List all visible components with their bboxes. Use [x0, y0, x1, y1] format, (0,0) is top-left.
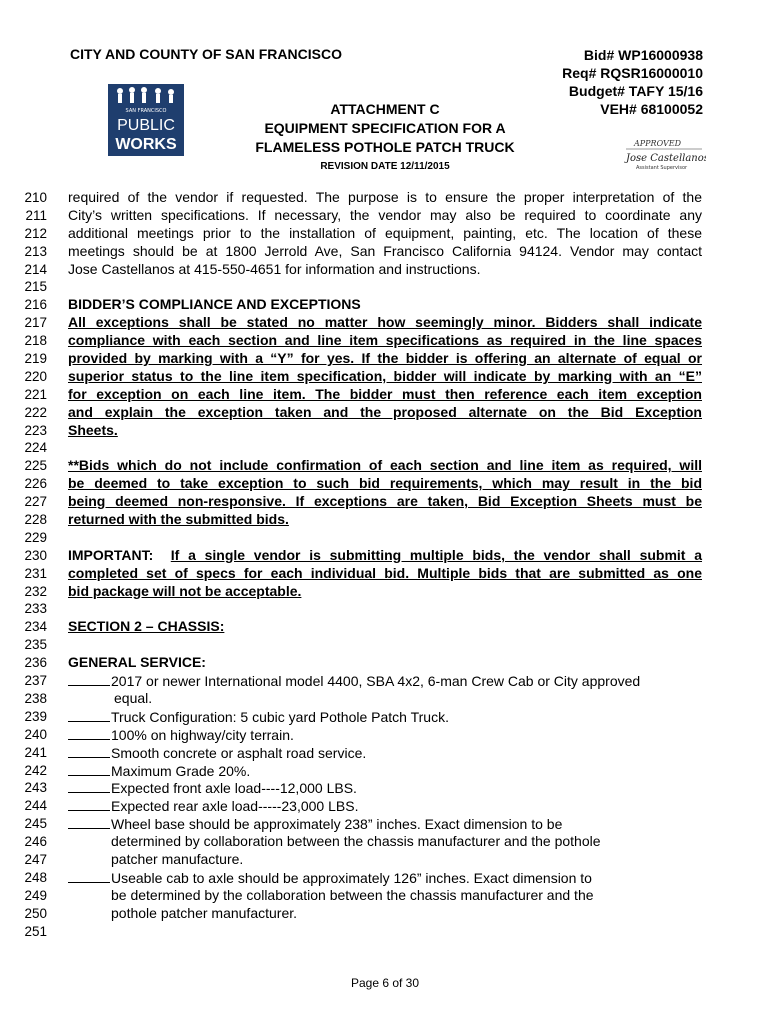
general-service-heading: GENERAL SERVICE: [68, 654, 206, 671]
spec-title-line1: EQUIPMENT SPECIFICATION FOR A [264, 120, 506, 136]
stamp-approved-text: APPROVED [634, 139, 682, 148]
line-240: 240 100% on highway/city terrain. [24, 726, 294, 743]
section-2-heading: SECTION 2 – CHASSIS: [68, 618, 225, 635]
line-249: 249 be determined by the collaboration between the chassis manufacturer and the [24, 886, 594, 903]
line-212: 212 additional meetings prior to the installation of equipment, painting, etc. The location of these [24, 224, 702, 241]
line-220: 220 superior status to the line item specification, bidder will indicate by marking with an “E” [24, 367, 702, 384]
attachment-label: ATTACHMENT C [330, 101, 440, 117]
line-218: 218 compliance with each section and line item specifications as required in the line spaces [24, 332, 702, 349]
logo-top-text: SAN FRANCISCO [125, 108, 167, 114]
line-215: 215 [24, 279, 47, 295]
line-226: 226 be deemed to take exception to such bid requirements, which may result in the bid [24, 475, 702, 492]
line-211: 211 City’s written specifications. If necessary, the vendor may also be required to coordinate any [25, 206, 702, 223]
approval-signature-icon [622, 137, 706, 171]
line-235: 235 [24, 637, 47, 653]
line-241: 241 Smooth concrete or asphalt road service. [24, 744, 367, 761]
line-237: 237 2017 or newer International model 4400, SBA 4x2, 6-man Crew Cab or City approved [24, 673, 641, 690]
spec-title-line2: FLAMELESS POTHOLE PATCH TRUCK [255, 139, 515, 155]
document-body [0, 189, 770, 940]
public-works-logo [108, 84, 184, 156]
bid-reference-block [543, 46, 703, 118]
line-228: 228 returned with the submitted bids. [24, 511, 289, 528]
organization-name: CITY AND COUNTY OF SAN FRANCISCO [70, 46, 342, 62]
line-239: 239 Truck Configuration: 5 cubic yard Pothole Patch Truck. [24, 708, 449, 725]
approval-stamp [622, 137, 706, 171]
line-251: 251 [24, 923, 47, 939]
line-242: 242 Maximum Grade 20%. [24, 762, 251, 779]
compliance-blank[interactable] [68, 726, 110, 740]
line-210: 210 required of the vendor if requested. The purpose is to ensure the proper interpretation of the [24, 189, 702, 205]
compliance-blank[interactable] [68, 869, 110, 883]
line-231: 231 completed set of specs for each individual bid. Multiple bids that are submitted as one [24, 564, 702, 581]
line-246: 246 determined by collaboration between the chassis manufacturer and the pothole [24, 833, 601, 850]
line-221: 221 for exception on each line item. The bidder must then reference each item exception [24, 385, 702, 402]
document-title [210, 100, 560, 175]
logo-public-text: PUBLIC [117, 117, 175, 134]
compliance-blank[interactable] [68, 779, 110, 793]
line-243: 243 Expected front axle load----12,000 LBS. [24, 780, 357, 797]
line-227: 227 being deemed non-responsive. If exceptions are taken, Bid Exception Sheets must be [24, 493, 702, 510]
line-234: 234 SECTION 2 – CHASSIS: [0, 618, 770, 636]
logo-works-text: WORKS [115, 136, 177, 153]
line-236: 236 GENERAL SERVICE: [0, 654, 770, 672]
bid-number: Bid# WP16000938 [583, 47, 703, 63]
compliance-blank[interactable] [68, 672, 110, 686]
line-216: 216 BIDDER’S COMPLIANCE AND EXCEPTIONS [0, 296, 770, 314]
compliance-blank[interactable] [68, 708, 110, 722]
compliance-blank[interactable] [68, 797, 110, 811]
line-233: 233 [24, 601, 47, 617]
veh-number: VEH# 68100052 [600, 101, 703, 117]
stamp-title-text: Assistant Supervisor [636, 165, 688, 171]
line-248: 248 Useable cab to axle should be approximately 126” inches. Exact dimension to [24, 869, 592, 886]
req-number: Req# RQSR16000010 [562, 65, 703, 81]
important-label: IMPORTANT: [68, 546, 171, 563]
line-213: 213 meetings should be at 1800 Jerrold Ave, San Francisco California 94124. Vendor may contact [24, 242, 702, 259]
line-225: 225 **Bids which do not include confirmation of each section and line item as required, will [24, 457, 702, 474]
budget-number: Budget# TAFY 15/16 [568, 83, 703, 99]
line-232: 232 bid package will not be acceptable. [24, 582, 302, 599]
line-247: 247 patcher manufacture. [24, 850, 244, 867]
stamp-signature-text: Jose Castellanos [626, 153, 706, 164]
compliance-blank[interactable] [68, 744, 110, 758]
public-works-logo-icon [108, 84, 184, 156]
page-number: Page 6 of 30 [350, 976, 420, 990]
line-250: 250 pothole patcher manufacturer. [24, 904, 298, 921]
line-222: 222 and explain the exception taken and the proposed alternate on the Bid Exception [24, 403, 702, 420]
line-230: 230 IMPORTANT: If a single vendor is submitting multiple bids, the vendor shall submit a [24, 546, 702, 563]
line-223: 223 Sheets. [24, 421, 118, 438]
compliance-blank[interactable] [68, 762, 110, 776]
revision-date: REVISION DATE 12/11/2015 [320, 161, 450, 172]
line-217: 217 All exceptions shall be stated no matter how seemingly minor. Bidders shall indicate [24, 314, 702, 331]
compliance-blank[interactable] [68, 815, 110, 829]
line-224: 224 [24, 440, 47, 456]
line-219: 219 provided by marking with a “Y” for yes. If the bidder is offering an alternate of equal or [24, 350, 702, 367]
line-244: 244 Expected rear axle load-----23,000 LBS. [24, 798, 359, 815]
line-238: 238 equal. [24, 689, 153, 706]
line-245: 245 Wheel base should be approximately 238” inches. Exact dimension to be [24, 816, 563, 833]
line-229: 229 [24, 529, 47, 545]
line-214: 214 Jose Castellanos at 415-550-4651 for information and instructions. [24, 260, 481, 277]
compliance-heading: BIDDER’S COMPLIANCE AND EXCEPTIONS [68, 296, 361, 313]
